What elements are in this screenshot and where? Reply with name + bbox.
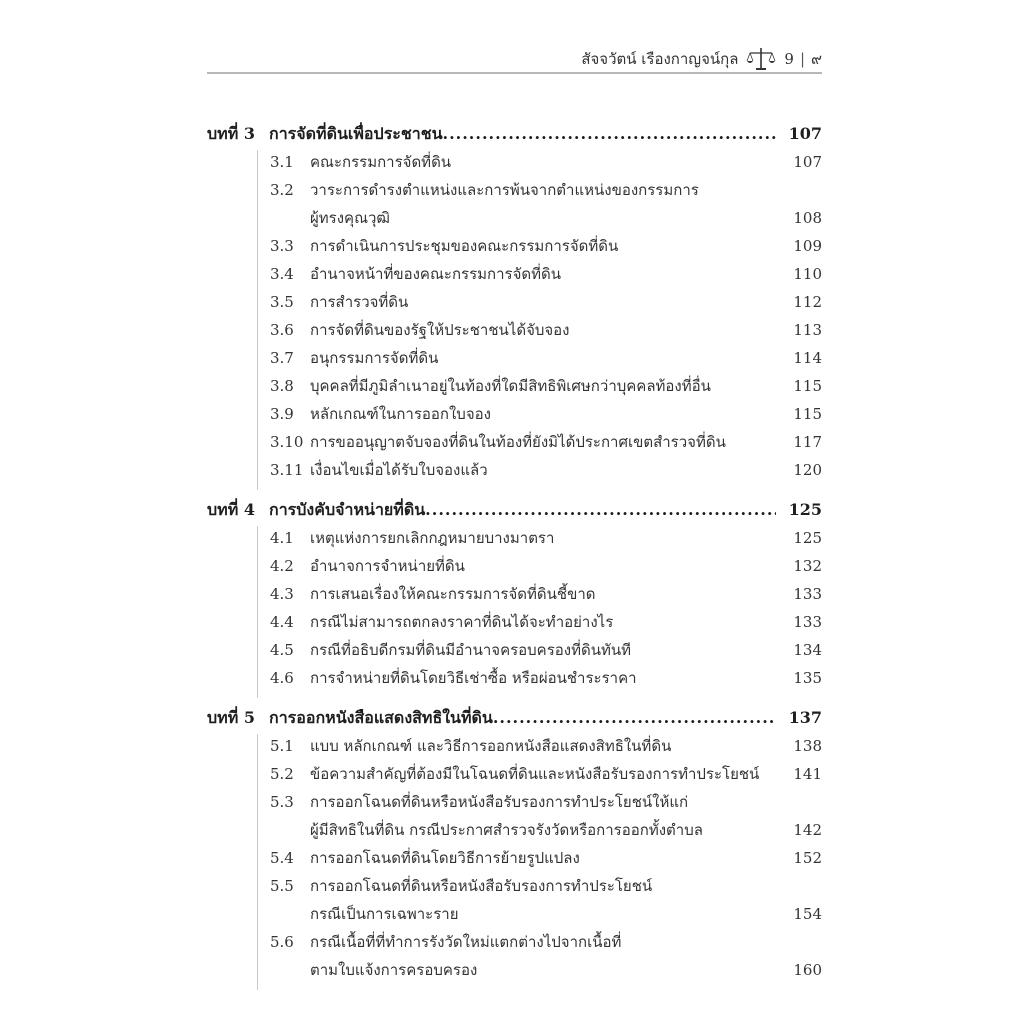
toc-entry[interactable] xyxy=(258,526,822,554)
toc-entry[interactable] xyxy=(258,874,822,902)
toc-entry[interactable] xyxy=(258,178,822,206)
dot-leader xyxy=(443,124,776,143)
section-number: 3.11 xyxy=(270,461,304,479)
section-title: อนุกรรมการจัดที่ดิน xyxy=(310,349,439,367)
section-number: 4.5 xyxy=(270,641,294,659)
section-list xyxy=(257,526,822,698)
section-title: กรณีไม่สามารถตกลงราคาที่ดินได้จะทำอย่างไร xyxy=(310,613,614,631)
table-of-contents xyxy=(207,122,822,990)
toc-entry-continuation[interactable] xyxy=(258,206,822,234)
section-number: 5.2 xyxy=(270,765,294,783)
section-number: 3.10 xyxy=(270,433,304,451)
section-title: การขออนุญาตจับจองที่ดินในท้องที่ยังมิได้ประกาศเขตสำรวจที่ดิน xyxy=(310,433,726,451)
chapter-label: บทที่ 5 xyxy=(207,708,255,727)
section-title: หลักเกณฑ์ในการออกใบจอง xyxy=(310,405,491,423)
toc-entry-continuation[interactable] xyxy=(258,958,822,986)
section-page: 112 xyxy=(793,293,822,311)
section-title-continued: ผู้มีสิทธิในที่ดิน กรณีประกาศสำรวจรังวัดหรือการออกทั้งตำบล xyxy=(310,821,703,839)
dot-leader xyxy=(425,500,776,519)
header-separator: | xyxy=(799,50,805,68)
toc-entry[interactable] xyxy=(258,374,822,402)
page-number-thai: ๙ xyxy=(811,50,822,68)
section-title: แบบ หลักเกณฑ์ และวิธีการออกหนังสือแสดงสิทธิในที่ดิน xyxy=(310,737,672,755)
section-number: 3.1 xyxy=(270,153,294,171)
toc-entry-continuation[interactable] xyxy=(258,818,822,846)
section-page: 138 xyxy=(793,737,822,755)
section-title: การออกโฉนดที่ดินหรือหนังสือรับรองการทำประโยชน์ xyxy=(310,877,653,895)
chapter-label: บทที่ 3 xyxy=(207,124,255,143)
chapter-heading[interactable] xyxy=(207,498,822,526)
section-page: 132 xyxy=(793,557,822,575)
section-title-continued: กรณีเป็นการเฉพาะราย xyxy=(310,905,459,923)
section-number: 4.2 xyxy=(270,557,294,575)
section-number: 3.6 xyxy=(270,321,294,339)
section-title: การออกโฉนดที่ดินโดยวิธีการย้ายรูปแปลง xyxy=(310,849,580,867)
toc-entry[interactable] xyxy=(258,734,822,762)
chapter-5 xyxy=(207,706,822,990)
dot-leader xyxy=(493,708,776,727)
toc-entry[interactable] xyxy=(258,762,822,790)
section-number: 5.1 xyxy=(270,737,294,755)
section-number: 3.4 xyxy=(270,265,294,283)
section-list xyxy=(257,150,822,490)
section-number: 3.5 xyxy=(270,293,294,311)
toc-entry[interactable] xyxy=(258,638,822,666)
section-page: 154 xyxy=(793,905,822,923)
scales-of-justice-icon xyxy=(746,46,776,72)
section-title: การสำรวจที่ดิน xyxy=(310,293,409,311)
toc-entry[interactable] xyxy=(258,458,822,486)
section-number: 3.9 xyxy=(270,405,294,423)
section-number: 5.4 xyxy=(270,849,294,867)
section-page: 120 xyxy=(793,461,822,479)
toc-entry[interactable] xyxy=(258,790,822,818)
section-page: 152 xyxy=(793,849,822,867)
toc-entry[interactable] xyxy=(258,554,822,582)
section-page: 107 xyxy=(793,153,822,171)
toc-entry-continuation[interactable] xyxy=(258,902,822,930)
section-number: 5.6 xyxy=(270,933,294,951)
toc-entry[interactable] xyxy=(258,318,822,346)
section-title: การเสนอเรื่องให้คณะกรรมการจัดที่ดินชี้ขาด xyxy=(310,585,596,603)
page-number-arabic: 9 xyxy=(784,50,794,68)
section-title: อำนาจหน้าที่ของคณะกรรมการจัดที่ดิน xyxy=(310,265,562,283)
chapter-page: 125 xyxy=(788,500,822,519)
section-page: 134 xyxy=(793,641,822,659)
chapter-page: 107 xyxy=(788,124,822,143)
section-title: เงื่อนไขเมื่อได้รับใบจองแล้ว xyxy=(310,461,488,479)
chapter-title: การออกหนังสือแสดงสิทธิในที่ดิน xyxy=(269,708,493,727)
section-page: 141 xyxy=(793,765,822,783)
section-page: 109 xyxy=(793,237,822,255)
section-number: 3.7 xyxy=(270,349,294,367)
section-page: 113 xyxy=(793,321,822,339)
chapter-page: 137 xyxy=(788,708,822,727)
toc-entry[interactable] xyxy=(258,582,822,610)
toc-entry[interactable] xyxy=(258,290,822,318)
chapter-title: การจัดที่ดินเพื่อประชาชน xyxy=(269,124,443,143)
section-number: 3.2 xyxy=(270,181,294,199)
section-number: 4.4 xyxy=(270,613,294,631)
chapter-4 xyxy=(207,498,822,698)
section-title-continued: ตามใบแจ้งการครอบครอง xyxy=(310,961,478,979)
section-page: 133 xyxy=(793,613,822,631)
section-title: บุคคลที่มีภูมิลำเนาอยู่ในท้องที่ใดมีสิทธิพิเศษกว่าบุคคลท้องที่อื่น xyxy=(310,377,711,395)
section-page: 110 xyxy=(793,265,822,283)
toc-entry[interactable] xyxy=(258,150,822,178)
section-page: 108 xyxy=(793,209,822,227)
section-page: 142 xyxy=(793,821,822,839)
section-page: 114 xyxy=(793,349,822,367)
toc-entry[interactable] xyxy=(258,262,822,290)
header-author: สัจจวัตน์ เรืองกาญจน์กุล xyxy=(581,50,739,68)
section-title: วาระการดำรงตำแหน่งและการพ้นจากตำแหน่งของกรรมการ xyxy=(310,181,699,199)
section-number: 5.5 xyxy=(270,877,294,895)
section-page: 135 xyxy=(793,669,822,687)
section-number: 3.8 xyxy=(270,377,294,395)
section-list xyxy=(257,734,822,990)
section-title: การจัดที่ดินของรัฐให้ประชาชนได้จับจอง xyxy=(310,321,570,339)
section-title-continued: ผู้ทรงคุณวุฒิ xyxy=(310,209,390,227)
section-title: การออกโฉนดที่ดินหรือหนังสือรับรองการทำประโยชน์ให้แก่ xyxy=(310,793,689,811)
toc-entry[interactable] xyxy=(258,930,822,958)
section-title: กรณีที่อธิบดีกรมที่ดินมีอำนาจครอบครองที่ดินทันที xyxy=(310,641,632,659)
chapter-title: การบังคับจำหน่ายที่ดิน xyxy=(269,500,426,519)
section-title: การดำเนินการประชุมของคณะกรรมการจัดที่ดิน xyxy=(310,237,619,255)
section-number: 3.3 xyxy=(270,237,294,255)
toc-entry[interactable] xyxy=(258,846,822,874)
header-rule xyxy=(207,72,822,74)
section-title: เหตุแห่งการยกเลิกกฎหมายบางมาตรา xyxy=(310,529,555,547)
chapter-heading[interactable] xyxy=(207,706,822,734)
section-page: 115 xyxy=(793,405,822,423)
section-number: 4.6 xyxy=(270,669,294,687)
section-page: 133 xyxy=(793,585,822,603)
toc-entry[interactable] xyxy=(258,346,822,374)
section-number: 4.3 xyxy=(270,585,294,603)
section-number: 5.3 xyxy=(270,793,294,811)
section-page: 160 xyxy=(793,961,822,979)
chapter-label: บทที่ 4 xyxy=(207,500,255,519)
section-page: 125 xyxy=(793,529,822,547)
toc-entry[interactable] xyxy=(258,402,822,430)
section-title: กรณีเนื้อที่ที่ทำการรังวัดใหม่แตกต่างไปจากเนื้อที่ xyxy=(310,933,622,951)
chapter-3 xyxy=(207,122,822,490)
section-title: คณะกรรมการจัดที่ดิน xyxy=(310,153,452,171)
toc-entry[interactable] xyxy=(258,610,822,638)
section-page: 115 xyxy=(793,377,822,395)
section-page: 117 xyxy=(793,433,822,451)
toc-entry[interactable] xyxy=(258,666,822,694)
chapter-heading[interactable] xyxy=(207,122,822,150)
section-title: ข้อความสำคัญที่ต้องมีในโฉนดที่ดินและหนังสือรับรองการทำประโยชน์ xyxy=(310,765,760,783)
toc-entry[interactable] xyxy=(258,234,822,262)
section-title: อำนาจการจำหน่ายที่ดิน xyxy=(310,557,465,575)
section-number: 4.1 xyxy=(270,529,294,547)
toc-entry[interactable] xyxy=(258,430,822,458)
running-header xyxy=(207,44,822,74)
section-title: การจำหน่ายที่ดินโดยวิธีเช่าซื้อ หรือผ่อนชำระราคา xyxy=(310,669,637,687)
